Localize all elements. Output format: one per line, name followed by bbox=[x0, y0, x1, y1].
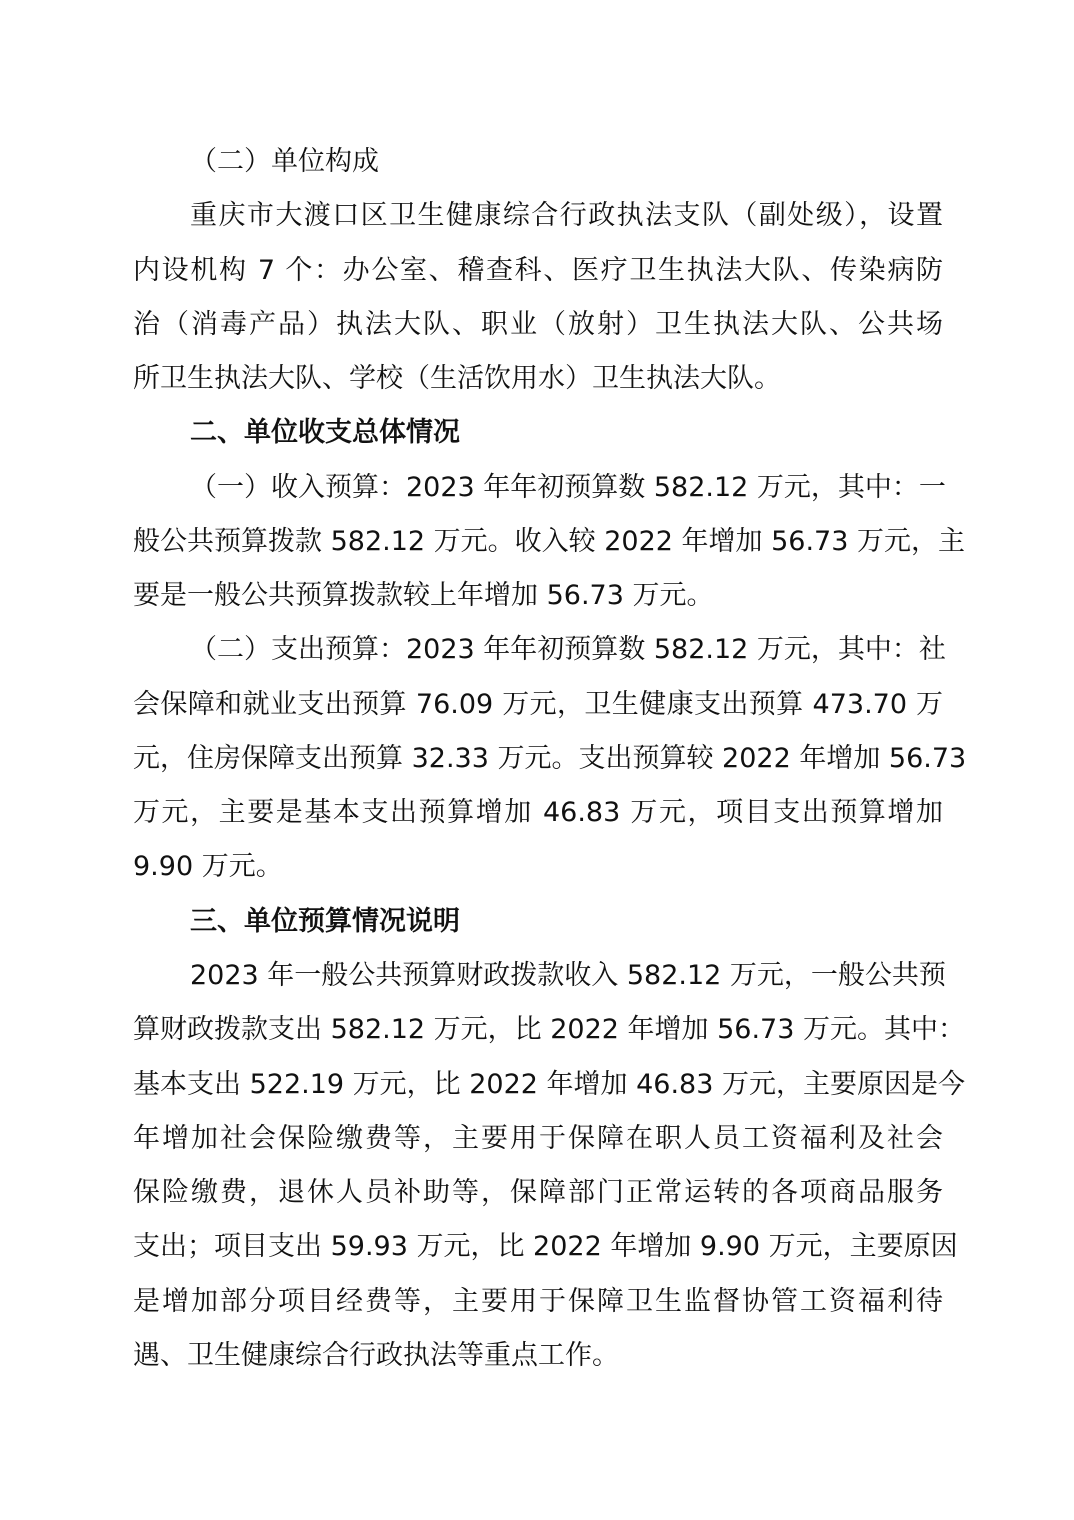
paragraph-line: 般公共预算拨款 582.12 万元。收入较 2022 年增加 56.73 万元，主 bbox=[133, 525, 965, 557]
paragraph-line: 算财政拨款支出 582.12 万元，比 2022 年增加 56.73 万元。其中： bbox=[133, 1014, 965, 1046]
paragraph-line: （一）收入预算：2023 年年初预算数 582.12 万元，其中：一 bbox=[190, 471, 946, 503]
paragraph-line: 基本支出 522.19 万元，比 2022 年增加 46.83 万元，主要原因是今 bbox=[133, 1068, 965, 1100]
paragraph-line: 是增加部分项目经费等，主要用于保障卫生监督协管工资福利待 bbox=[133, 1285, 943, 1317]
paragraph-line: 支出；项目支出 59.93 万元，比 2022 年增加 9.90 万元，主要原因 bbox=[133, 1231, 958, 1263]
paragraph-line: 治（消毒产品）执法大队、职业（放射）卫生执法大队、公共场 bbox=[133, 308, 943, 340]
paragraph-line: （二）支出预算：2023 年年初预算数 582.12 万元，其中：社 bbox=[190, 634, 946, 666]
paragraph-line: 元，住房保障支出预算 32.33 万元。支出预算较 2022 年增加 56.73 bbox=[133, 742, 967, 774]
paragraph-line: 遇、卫生健康综合行政执法等重点工作。 bbox=[133, 1339, 619, 1371]
document-body bbox=[133, 135, 967, 1383]
paragraph-line: 所卫生执法大队、学校（生活饮用水）卫生执法大队。 bbox=[133, 363, 781, 395]
paragraph-line: 2023 年一般公共预算财政拨款收入 582.12 万元，一般公共预 bbox=[190, 959, 946, 991]
paragraph-line: 年增加社会保险缴费等，主要用于保障在职人员工资福利及社会 bbox=[133, 1122, 943, 1154]
paragraph-line: 内设机构 7 个：办公室、稽查科、医疗卫生执法大队、传染病防 bbox=[133, 254, 943, 286]
section-heading-2: 二、单位收支总体情况 bbox=[190, 417, 460, 449]
paragraph-line: 会保障和就业支出预算 76.09 万元，卫生健康支出预算 473.70 万 bbox=[133, 688, 943, 720]
paragraph-line: 9.90 万元。 bbox=[133, 851, 283, 883]
paragraph-line: 重庆市大渡口区卫生健康综合行政执法支队（副处级），设置 bbox=[190, 200, 943, 232]
paragraph-line: 保险缴费，退休人员补助等，保障部门正常运转的各项商品服务 bbox=[133, 1177, 943, 1209]
section-heading-3: 三、单位预算情况说明 bbox=[190, 905, 460, 937]
subheading-unit-composition: （二）单位构成 bbox=[190, 146, 379, 177]
paragraph-line: 万元，主要是基本支出预算增加 46.83 万元，项目支出预算增加 bbox=[133, 797, 943, 829]
paragraph-line: 要是一般公共预算拨款较上年增加 56.73 万元。 bbox=[133, 580, 714, 612]
